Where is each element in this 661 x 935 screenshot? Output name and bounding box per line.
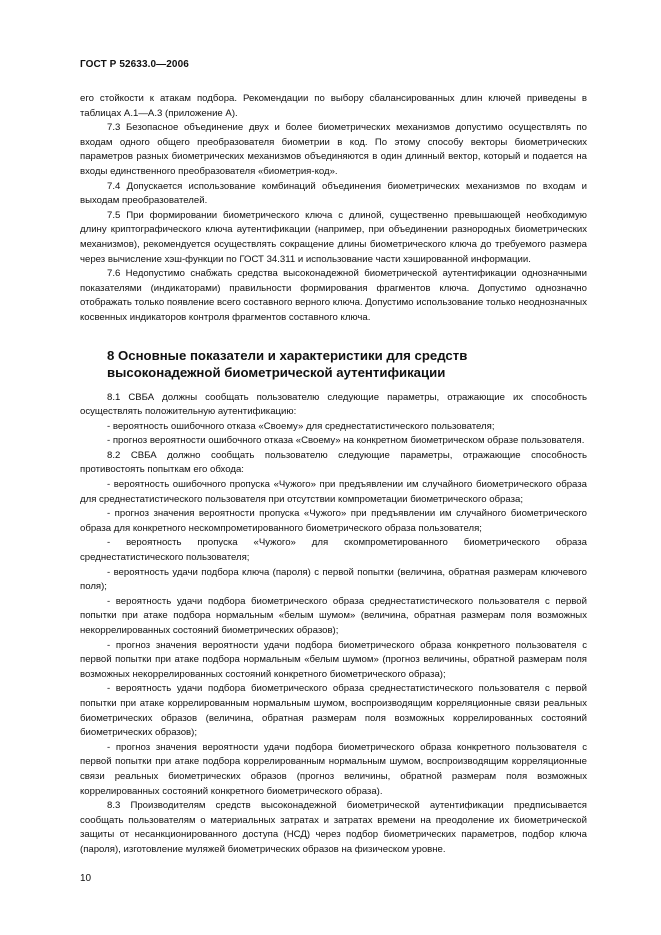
list-item: - вероятность удачи подбора ключа (пароля) с первой попытки (величина, обратная размерам ключевого поля); — [80, 566, 587, 593]
list-item: - вероятность ошибочного пропуска «Чужого» при предъявлении им случайного биометрического образа для среднестатистического пользователя при отсутствии компрометации биометрического образа; — [80, 479, 587, 505]
list-item: - прогноз значения вероятности пропуска «Чужого» при предъявлении им случайного биометрического образа для конкретного нескомпрометированного биометрического образа пользователя; — [80, 508, 587, 534]
list-item: - прогноз вероятности ошибочного отказа «Своему» на конкретном биометрическом образе пользователя. — [107, 435, 585, 447]
list-item: - прогноз значения вероятности удачи подбора биометрического образа конкретного пользователя с первой попытки при атаке подбора нормальным «белым шумом» (прогноз величины, обратной размерам поля возможных некоррелированных состояний конкретного биометрического образа); — [80, 639, 587, 680]
paragraph-7-3: 7.3 Безопасное объединение двух и более биометрических механизмов допустимо осуществлять по входам одного общего преобразователя биометрии в код. По этому способу векторы биометрических параметров разных биометрических механизмов объединяются в один длинный вектор, который и подается на входы единственного преобразователя «биометрия-код». — [80, 122, 587, 177]
document-code-header: ГОСТ Р 52633.0—2006 — [80, 59, 189, 70]
paragraph-7-4: 7.4 Допускается использование комбинаций объединения биометрических механизмов по входам и выходам преобразователей. — [80, 180, 587, 207]
list-item: - прогноз значения вероятности удачи подбора биометрического образа конкретного пользователя с первой попытки при атаке подбора коррелированным нормальным шумом, воспроизводящим корреляционные связи реальных биометрических образов (прогноз величины, обратной размерам поля возможных коррелированных состояний конкретного биометрического образа). — [80, 741, 587, 797]
section-8-title-line-2: высоконадежной биометрической аутентификации — [107, 365, 446, 380]
paragraph-7-5: 7.5 При формировании биометрического ключа с длиной, существенно превышающей необходимую длину криптографического ключа аутентификации (например, при объединении разнородных биометрических механизмов), рекомендуется осуществлять сокращение длины биометрического ключа до требуемого размера через вычисление хэш-функции по ГОСТ 34.311 и использование части хэшированной информации. — [80, 209, 587, 265]
page-number: 10 — [80, 873, 92, 884]
section-8-title — [107, 347, 587, 382]
paragraph-8-1: 8.1 СВБА должны сообщать пользователю следующие параметры, отражающие их способность осуществлять положительную аутентификацию: — [80, 391, 587, 418]
paragraph-7-2-continuation: его стойкости к атакам подбора. Рекомендации по выбору сбалансированных длин ключей приведены в таблицах А.1—А.3 (приложение А). — [80, 93, 587, 119]
list-item: - вероятность пропуска «Чужого» для скомпрометированного биометрического образа среднестатистического пользователя; — [80, 537, 587, 564]
list-item: - вероятность ошибочного отказа «Своему» для среднестатистического пользователя; — [107, 420, 495, 432]
document-body — [80, 92, 587, 858]
list-item: - вероятность удачи подбора биометрического образа среднестатистического пользователя с первой попытки при атаке коррелированным нормальным шумом, воспроизводящим корреляционные связи реальных биометрических образов (величина, обратная размерам поля возможных коррелированных состояний биометрических образов); — [80, 683, 587, 739]
paragraph-8-2: 8.2 СВБА должно сообщать пользователю следующие параметры, отражающие способность противостоять попыткам его обхода: — [80, 449, 587, 476]
paragraph-8-3: 8.3 Производителям средств высоконадежной биометрической аутентификации предписывается сообщать пользователям о материальных затратах и затратах времени на преодоление их биометрической защиты от несанкционированного доступа (НСД) через подбор биометрических параметров, подбор ключа (пароля), изготовление муляжей биометрических образов на физическом уровне. — [80, 800, 587, 855]
section-8-title-line-1: 8 Основные показатели и характеристики для средств — [107, 347, 468, 363]
list-item: - вероятность удачи подбора биометрического образа среднестатистического пользователя с первой попытки при атаке подбора нормальным «белым шумом» (величина, обратная размерам поля возможных некоррелированных состояний биометрических образов); — [80, 595, 587, 636]
paragraph-7-6: 7.6 Недопустимо снабжать средства высоконадежной биометрической аутентификации однозначными показателями (индикаторами) правильности формирования фрагментов ключа. Допустимо однозначно отображать только появление всего составного верного ключа. Допустимо использование только неоднозначных косвенных индикаторов контроля фрагментов составного ключа. — [80, 268, 587, 323]
